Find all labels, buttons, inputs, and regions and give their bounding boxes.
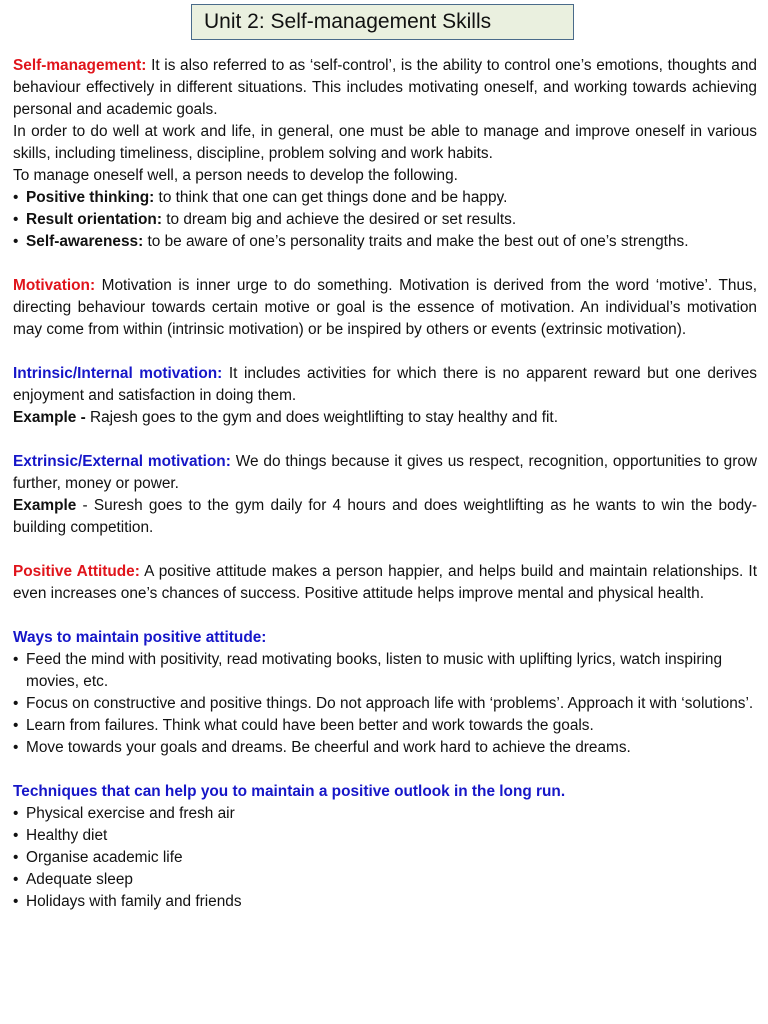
example-text: - Suresh goes to the gym daily for 4 hours and does weightlifting as he wants to win the body-building competition.: [13, 497, 757, 536]
extrinsic-heading: Extrinsic/External motivation:: [13, 453, 231, 470]
section-spacer: [13, 429, 757, 451]
techniques-heading-paragraph: [13, 781, 757, 803]
positive-attitude-heading: Positive Attitude:: [13, 563, 140, 580]
extrinsic-paragraph: [13, 451, 757, 495]
list-item: • Healthy diet: [13, 825, 757, 847]
ways-heading: Ways to maintain positive attitude:: [13, 629, 267, 646]
list-item: • Focus on constructive and positive things. Do not approach life with ‘problems’. Approach it with ‘solutions’.: [13, 693, 757, 715]
list-item: • Physical exercise and fresh air: [13, 803, 757, 825]
self-management-text: It is also referred to as ‘self-control’, is the ability to control one’s emotions, thoughts and behaviour effectively in different situations. This includes motivating oneself, and working towards achieving personal and academic goals.: [13, 57, 757, 118]
extrinsic-text: We do things because it gives us respect, recognition, opportunities to grow further, money or power.: [13, 453, 757, 492]
example-label: Example -: [13, 409, 86, 426]
list-item: [13, 231, 757, 253]
list-item: • Learn from failures. Think what could have been better and work towards the goals.: [13, 715, 757, 737]
section-spacer: [13, 759, 757, 781]
intrinsic-text: It includes activities for which there is no apparent reward but one derives enjoyment and satisfaction in doing them.: [13, 365, 757, 404]
techniques-list: [13, 803, 757, 913]
list-item: • Organise academic life: [13, 847, 757, 869]
section-spacer: [13, 341, 757, 363]
list-item-text: to think that one can get things done and be happy.: [154, 189, 508, 206]
self-management-paragraph: [13, 55, 757, 121]
list-item: [13, 209, 757, 231]
extrinsic-example: [13, 495, 757, 539]
section-spacer: [13, 253, 757, 275]
section-spacer: [13, 539, 757, 561]
intrinsic-heading: Intrinsic/Internal motivation:: [13, 365, 223, 382]
intrinsic-paragraph: [13, 363, 757, 407]
list-item-term: Result orientation:: [26, 211, 162, 228]
ways-heading-paragraph: [13, 627, 757, 649]
example-text: Rajesh goes to the gym and does weightlifting to stay healthy and fit.: [85, 409, 558, 426]
list-item: • Adequate sleep: [13, 869, 757, 891]
self-management-paragraph-3: To manage oneself well, a person needs to develop the following.: [13, 167, 458, 184]
document-body: [13, 55, 757, 913]
list-item-term: Self-awareness:: [26, 233, 144, 250]
page-title: [191, 4, 574, 40]
positive-attitude-paragraph: [13, 561, 757, 605]
list-item: • Move towards your goals and dreams. Be cheerful and work hard to achieve the dreams.: [13, 737, 757, 759]
list-item-term: Positive thinking:: [26, 189, 155, 206]
list-item: [13, 187, 757, 209]
self-management-list: [13, 187, 757, 253]
list-item-text: to dream big and achieve the desired or set results.: [161, 211, 517, 228]
self-management-paragraph-2: In order to do well at work and life, in general, one must be able to manage and improve oneself in various skills, including timeliness, discipline, problem solving and work habits.: [13, 123, 757, 162]
intrinsic-example: [13, 407, 757, 429]
list-item: • Holidays with family and friends: [13, 891, 757, 913]
self-management-heading: Self-management:: [13, 57, 147, 74]
list-item: • Feed the mind with positivity, read motivating books, listen to music with uplifting lyrics, watch inspiring movies, etc.: [13, 649, 757, 693]
example-label: Example: [13, 497, 77, 514]
motivation-heading: Motivation:: [13, 277, 96, 294]
motivation-text: Motivation is inner urge to do something. Motivation is derived from the word ‘motive’. Thus, directing behaviour towards certain motive or goal is the essence of motivation. An individual’s motivation may come from within (intrinsic motivation) or be inspired by others or events (extrinsic motivation).: [13, 277, 757, 338]
page-title-text: Unit 2: Self-management Skills: [204, 10, 492, 33]
positive-attitude-text: A positive attitude makes a person happier, and helps build and maintain relationships. It even increases one’s chances of success. Positive attitude helps improve mental and physical health.: [13, 563, 757, 602]
list-item-text: to be aware of one’s personality traits and make the best out of one’s strengths.: [143, 233, 689, 250]
techniques-heading: Techniques that can help you to maintain a positive outlook in the long run.: [13, 783, 566, 800]
ways-list: [13, 649, 757, 759]
section-spacer: [13, 605, 757, 627]
motivation-paragraph: [13, 275, 757, 341]
